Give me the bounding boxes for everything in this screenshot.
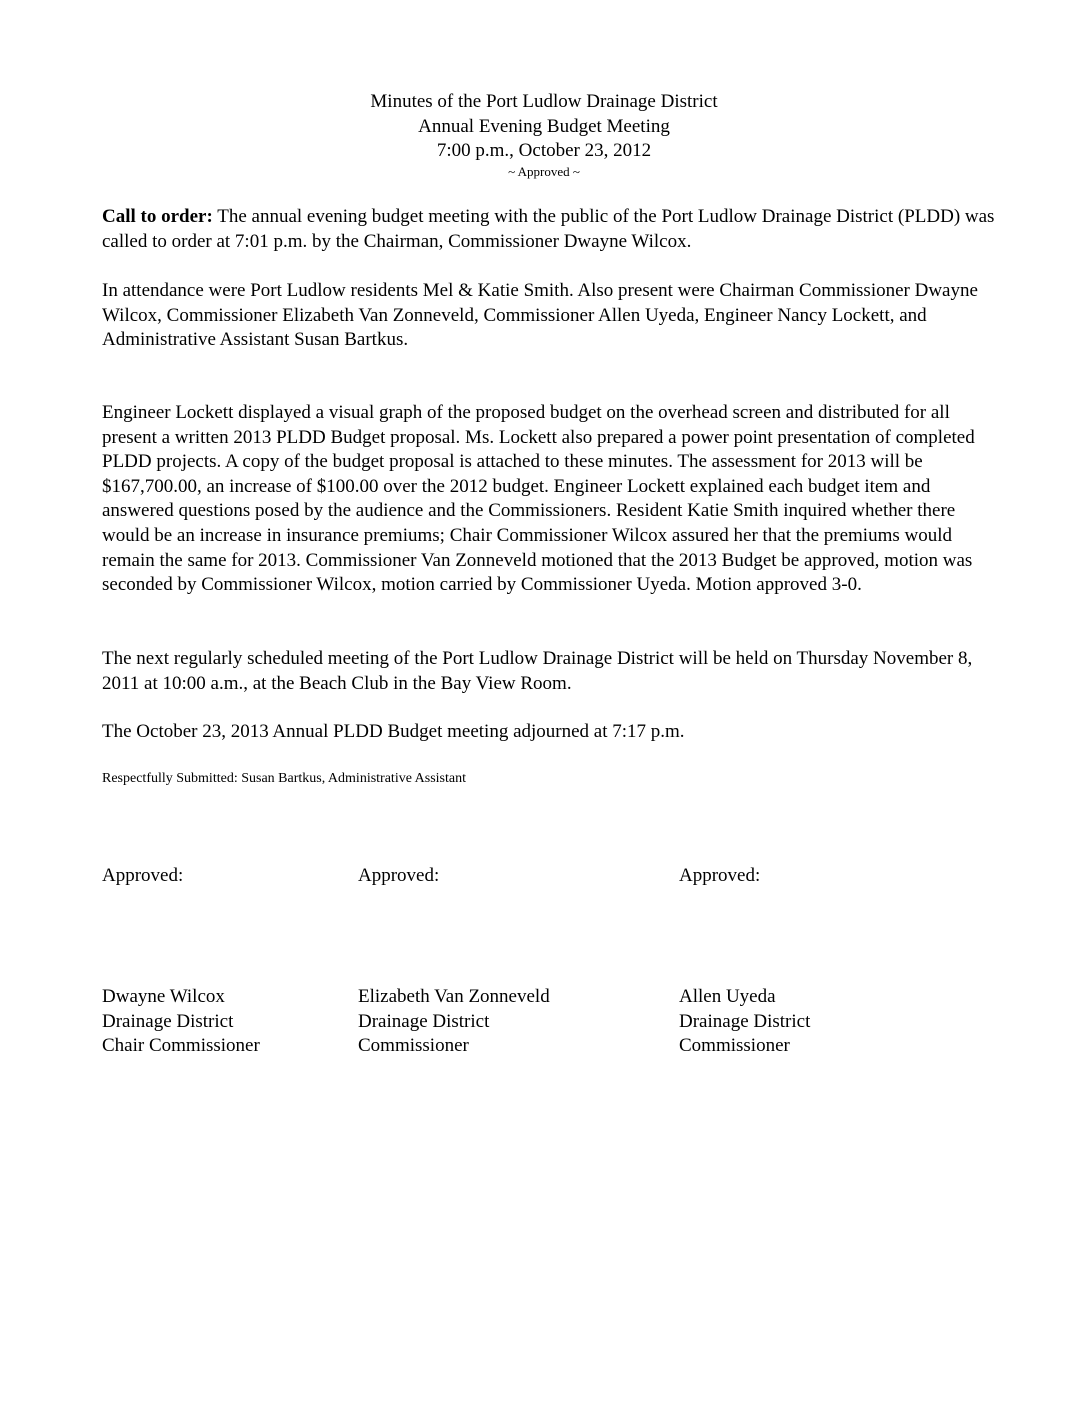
document-title: Minutes of the Port Ludlow Drainage District	[370, 91, 718, 112]
approved-label: Approved:	[102, 865, 184, 886]
signer-role: Commissioner	[679, 1035, 790, 1057]
call-to-order-label: Call to order:	[102, 206, 213, 227]
signer-name: Dwayne Wilcox	[102, 986, 225, 1007]
signer-org: Drainage District	[102, 1010, 234, 1032]
meeting-datetime: 7:00 p.m., October 23, 2012	[436, 140, 652, 161]
signer-org: Drainage District	[679, 1010, 811, 1032]
signer-name: Elizabeth Van Zonneveld	[358, 986, 550, 1007]
submitted-by: Respectfully Submitted: Susan Bartkus, Administrative Assistant	[102, 771, 466, 786]
signer-role: Chair Commissioner	[102, 1035, 260, 1057]
signer-org: Drainage District	[358, 1010, 490, 1032]
adjourned-paragraph: The October 23, 2013 Annual PLDD Budget meeting adjourned at 7:17 p.m.	[102, 721, 685, 742]
meeting-type: Annual Evening Budget Meeting	[418, 115, 670, 137]
call-to-order-paragraph	[102, 205, 1002, 254]
call-to-order-text: The annual evening budget meeting with the public of the Port Ludlow Drainage District (PLDD) was called to order at 7:01 p.m. by the Chairman, Commissioner Dwayne Wilcox.	[102, 206, 995, 252]
budget-discussion-paragraph: Engineer Lockett displayed a visual graph of the proposed budget on the overhead screen and distributed for all present a written 2013 PLDD Budget proposal. Ms. Lockett also prepared a power point presentation of completed PLDD projects. A copy of the budget proposal is attached to these minutes. The assessment for 2013 will be $167,700.00, an increase of $100.00 over the 2012 budget. Engineer Lockett explained each budget item and answered questions posed by the audience and the Commissioners. Resident Katie Smith inquired whether there would be an increase in insurance premiums; Chair Commissioner Wilcox assured her that the premiums would remain the same for 2013. Commissioner Van Zonneveld motioned that the 2013 Budget be approved, motion was seconded by Commissioner Wilcox, motion carried by Commissioner Uyeda. Motion approved 3-0.	[102, 402, 975, 596]
signer-name: Allen Uyeda	[679, 986, 776, 1007]
document-header	[0, 90, 1088, 180]
signer-role: Commissioner	[358, 1035, 469, 1057]
approved-label: Approved:	[679, 865, 761, 886]
attendance-paragraph: In attendance were Port Ludlow residents Mel & Katie Smith. Also present were Chairman Commissioner Dwayne Wilcox, Commissioner Elizabeth Van Zonneveld, Commissioner Allen Uyeda, Engineer Nancy Lockett, and Administrative Assistant Susan Bartkus.	[102, 280, 978, 351]
next-meeting-paragraph: The next regularly scheduled meeting of the Port Ludlow Drainage District will be held on Thursday November 8, 2011 at 10:00 a.m., at the Beach Club in the Bay View Room.	[102, 648, 973, 694]
approval-status: ~ Approved ~	[508, 163, 580, 179]
approved-label: Approved:	[358, 865, 440, 886]
